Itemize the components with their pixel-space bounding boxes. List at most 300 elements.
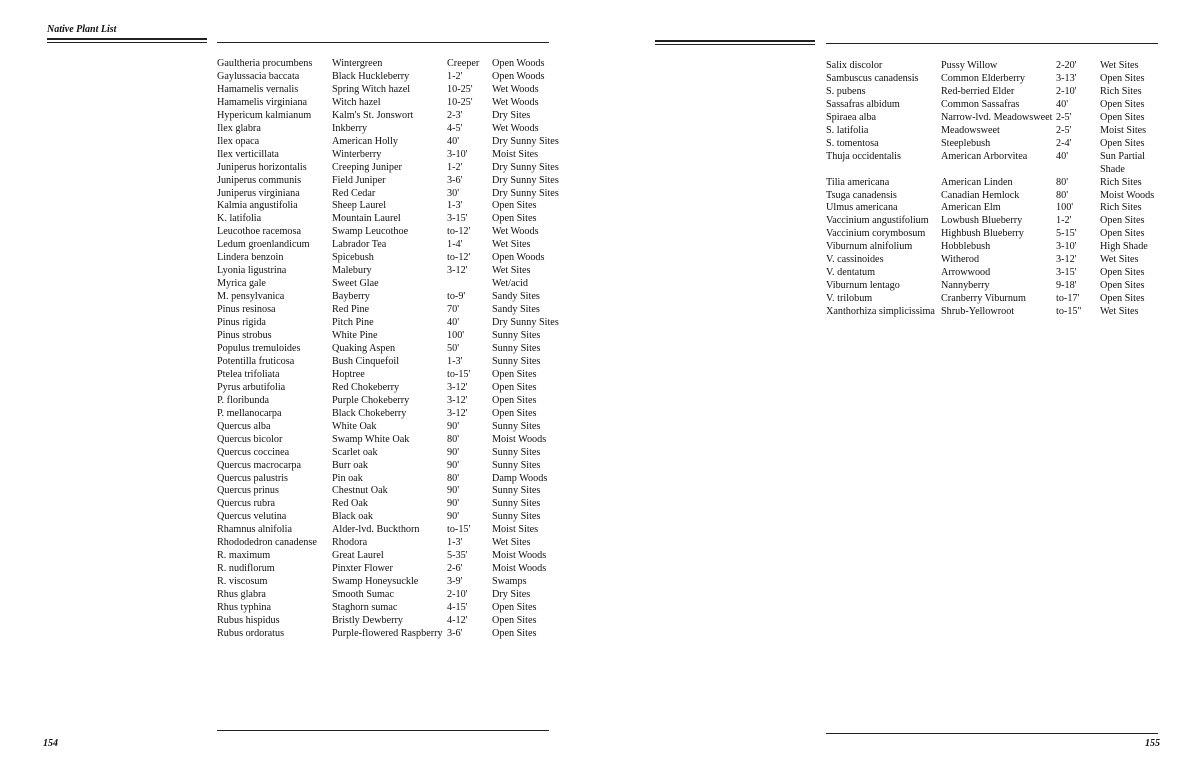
habitat-cell: Sunny Sites [492, 459, 541, 471]
height-cell: 3-12' [447, 381, 468, 393]
habitat-cell: Moist Sites [492, 148, 539, 160]
habitat-cell: Dry Sunny Sites [492, 135, 559, 147]
common-name-cell: Sheep Laurel [332, 200, 387, 212]
habitat-cell: Wet Woods [492, 96, 539, 108]
habitat-cell: Moist Sites [492, 524, 539, 536]
habitat-cell: Wet Sites [492, 265, 531, 277]
height-cell: 70' [447, 304, 460, 316]
plant-row [826, 267, 1162, 280]
plant-row [217, 84, 562, 97]
plant-row [217, 213, 562, 226]
height-cell: 3-15' [447, 213, 468, 225]
botanical-name-cell: S. pubens [826, 85, 866, 97]
plant-row [217, 615, 562, 628]
plant-row [217, 408, 562, 421]
common-name-cell: Swamp White Oak [332, 433, 410, 445]
common-name-cell: Arrowwood [941, 267, 991, 279]
botanical-name-cell: Hypericum kalmianum [217, 109, 312, 121]
plant-row [217, 188, 562, 201]
common-name-cell: Swamp Honeysuckle [332, 576, 419, 588]
habitat-cell: High Shade [1100, 241, 1148, 253]
plant-row [826, 190, 1162, 203]
habitat-cell: Wet Woods [492, 226, 539, 238]
habitat-cell: Wet/acid [492, 278, 528, 290]
habitat-cell: Sandy Sites [492, 304, 540, 316]
common-name-cell: Rhodora [332, 537, 368, 549]
common-name-cell: Common Sassafras [941, 98, 1020, 110]
habitat-cell: Sandy Sites [492, 291, 540, 303]
botanical-name-cell: Quercus prinus [217, 485, 279, 497]
plant-row [217, 226, 562, 239]
botanical-name-cell: R. maximum [217, 550, 271, 562]
height-cell: 3-12' [1056, 254, 1077, 266]
plant-row [217, 537, 562, 550]
common-name-cell: White Oak [332, 420, 377, 432]
botanical-name-cell: Rhus typhina [217, 602, 272, 614]
plant-row [217, 97, 562, 110]
plant-row [217, 343, 562, 356]
habitat-cell: Wet Sites [1100, 60, 1139, 71]
height-cell: 40' [447, 135, 460, 147]
habitat-cell: Sun Partial Shade [1100, 150, 1145, 175]
height-cell: 1-2' [1056, 215, 1072, 227]
plant-row [217, 447, 562, 460]
common-name-cell: American Arborvitea [941, 150, 1028, 162]
height-cell: 40' [1056, 150, 1069, 162]
plant-row [217, 110, 562, 123]
height-cell: 9-18' [1056, 280, 1077, 292]
height-cell: 3-10' [1056, 241, 1077, 253]
habitat-cell: Open Sites [492, 381, 537, 393]
botanical-name-cell: Ptelea trifoliata [217, 368, 280, 380]
plant-row [217, 175, 562, 188]
habitat-cell: Moist Sites [1100, 124, 1147, 136]
habitat-cell: Wet Woods [492, 122, 539, 134]
habitat-cell: Rich Sites [1100, 85, 1142, 97]
height-cell: 80' [447, 472, 460, 484]
common-name-cell: Inkberry [332, 122, 368, 134]
habitat-cell: Open Sites [492, 200, 537, 212]
habitat-cell: Open Sites [492, 627, 537, 639]
common-name-cell: American Elm [941, 202, 1001, 214]
botanical-name-cell: Gaylussacia baccata [217, 70, 300, 82]
common-name-cell: Sweet Glae [332, 278, 379, 290]
common-name-cell: Mountain Laurel [332, 213, 401, 225]
height-cell: 1-4' [447, 239, 463, 251]
height-cell: 2-5' [1056, 124, 1072, 136]
height-cell: to-12' [447, 226, 471, 238]
common-name-cell: Steeplebush [941, 137, 991, 149]
plant-row [217, 317, 562, 330]
botanical-name-cell: Hamamelis vernalis [217, 83, 299, 95]
height-cell: 2-20' [1056, 60, 1077, 71]
botanical-name-cell: Gaultheria procumbens [217, 58, 313, 69]
common-name-cell: Common Elderberry [941, 72, 1026, 84]
common-name-cell: Black oak [332, 511, 374, 523]
height-cell: 40' [1056, 98, 1069, 110]
habitat-cell: Dry Sites [492, 109, 531, 121]
botanical-name-cell: R. viscosum [217, 576, 268, 588]
plant-row [826, 177, 1162, 190]
plant-row [217, 511, 562, 524]
plant-row [217, 485, 562, 498]
habitat-cell: Open Sites [1100, 137, 1145, 149]
habitat-cell: Wet Woods [492, 83, 539, 95]
common-name-cell: Red-berried Elder [941, 85, 1015, 97]
plant-row [217, 434, 562, 447]
plant-row [217, 71, 562, 84]
height-cell: to-12' [447, 252, 471, 264]
common-name-cell: Witch hazel [332, 96, 381, 108]
height-cell [447, 278, 492, 291]
habitat-cell: Sunny Sites [492, 485, 541, 497]
plant-row [217, 136, 562, 149]
habitat-cell: Moist Woods [492, 433, 547, 445]
header-rule-right-table [826, 43, 1158, 44]
habitat-cell: Dry Sites [492, 589, 531, 601]
botanical-name-cell: S. latifolia [826, 124, 869, 136]
common-name-cell: Quaking Aspen [332, 342, 396, 354]
plant-row [826, 125, 1162, 138]
height-cell: 3-13' [1056, 72, 1077, 84]
height-cell: 1-2' [447, 161, 463, 173]
plant-row [217, 602, 562, 615]
habitat-cell: Wet Sites [492, 537, 531, 549]
botanical-name-cell: Quercus coccinea [217, 446, 290, 458]
common-name-cell: Pinxter Flower [332, 563, 393, 575]
plant-row [217, 123, 562, 136]
botanical-name-cell: V. trilobum [826, 293, 873, 305]
common-name-cell: Bristly Dewberry [332, 614, 404, 626]
page-number-right: 155 [1145, 738, 1160, 749]
habitat-cell: Open Sites [1100, 215, 1145, 227]
plant-row [217, 473, 562, 486]
botanical-name-cell: Ilex glabra [217, 122, 261, 134]
height-cell: to-9' [447, 291, 466, 303]
habitat-cell: Open Sites [1100, 98, 1145, 110]
height-cell: 2-4' [1056, 137, 1072, 149]
common-name-cell: Hoptree [332, 368, 365, 380]
height-cell: 50' [447, 342, 460, 354]
plant-row [217, 576, 562, 589]
plant-row [826, 73, 1162, 86]
plant-row [217, 524, 562, 537]
botanical-name-cell: Xanthorhiza simplicissima [826, 306, 935, 318]
habitat-cell: Wet Sites [492, 239, 531, 251]
habitat-cell: Open Sites [1100, 280, 1145, 292]
habitat-cell: Open Sites [492, 614, 537, 626]
height-cell: to-15'' [1056, 306, 1082, 318]
common-name-cell: Swamp Leucothoe [332, 226, 409, 238]
common-name-cell: Meadowsweet [941, 124, 1000, 136]
habitat-cell: Sunny Sites [492, 330, 541, 342]
habitat-cell: Open Woods [492, 252, 545, 264]
height-cell: 90' [447, 446, 460, 458]
height-cell: 80' [1056, 176, 1069, 188]
footer-rule-left [217, 730, 549, 731]
plant-row [217, 265, 562, 278]
common-name-cell: American Holly [332, 135, 398, 147]
habitat-cell: Dry Sunny Sites [492, 317, 559, 329]
habitat-cell: Sunny Sites [492, 446, 541, 458]
botanical-name-cell: Thuja occidentalis [826, 150, 901, 162]
plant-row [217, 149, 562, 162]
botanical-name-cell: Ilex opaca [217, 135, 260, 147]
botanical-name-cell: Ilex verticillata [217, 148, 279, 160]
plant-table-right [826, 60, 1162, 319]
height-cell: Creeper [447, 58, 480, 69]
header-rule-left-table [217, 42, 549, 43]
common-name-cell: Staghorn sumac [332, 602, 398, 614]
botanical-name-cell: Quercus rubra [217, 498, 275, 510]
common-name-cell: Hobblebush [941, 241, 991, 253]
common-name-cell: American Linden [941, 176, 1013, 188]
habitat-cell: Wet Sites [1100, 306, 1139, 318]
botanical-name-cell: Juniperus horizontalis [217, 161, 307, 173]
botanical-name-cell: Potentilla fruticosa [217, 355, 295, 367]
height-cell: 3-6' [447, 627, 463, 639]
common-name-cell: Red Chokeberry [332, 381, 400, 393]
habitat-cell: Sunny Sites [492, 420, 541, 432]
botanical-name-cell: Myrica gale [217, 278, 266, 290]
height-cell: 10-25' [447, 83, 473, 95]
common-name-cell: Pussy Willow [941, 60, 998, 71]
plant-row [826, 228, 1162, 241]
habitat-cell: Rich Sites [1100, 202, 1142, 214]
botanical-name-cell: Lyonia ligustrina [217, 265, 287, 277]
common-name-cell: Nannyberry [941, 280, 990, 292]
plant-row [217, 498, 562, 511]
height-cell: to-17' [1056, 293, 1080, 305]
height-cell: to-15' [447, 524, 471, 536]
habitat-cell: Open Sites [492, 394, 537, 406]
header-rule-right-thick [655, 40, 815, 42]
habitat-cell: Wet Sites [1100, 254, 1139, 266]
height-cell: 1-3' [447, 200, 463, 212]
footer-rule-right [826, 733, 1158, 734]
botanical-name-cell: Juniperus communis [217, 174, 302, 186]
height-cell: 3-10' [447, 148, 468, 160]
botanical-name-cell: Pinus rigida [217, 317, 266, 329]
habitat-cell: Open Sites [492, 602, 537, 614]
plant-row [826, 60, 1162, 73]
height-cell: 90' [447, 511, 460, 523]
botanical-name-cell: Viburnum lentago [826, 280, 900, 292]
botanical-name-cell: M. pensylvanica [217, 291, 285, 303]
plant-row [826, 202, 1162, 215]
common-name-cell: Red Pine [332, 304, 370, 316]
habitat-cell: Open Sites [1100, 267, 1145, 279]
habitat-cell: Open Sites [1100, 293, 1145, 305]
plant-row [826, 215, 1162, 228]
common-name-cell: Smooth Sumac [332, 589, 394, 601]
habitat-cell: Open Sites [492, 407, 537, 419]
plant-row [217, 382, 562, 395]
plant-row [217, 252, 562, 265]
botanical-name-cell: Quercus alba [217, 420, 271, 432]
plant-row [826, 86, 1162, 99]
botanical-name-cell: Rubus ordoratus [217, 627, 285, 639]
height-cell: 2-5' [1056, 111, 1072, 123]
habitat-cell: Open Woods [492, 70, 545, 82]
botanical-name-cell: Sassafras albidum [826, 98, 900, 110]
height-cell: 4-15' [447, 602, 468, 614]
habitat-cell: Sunny Sites [492, 355, 541, 367]
botanical-name-cell: Salix discolor [826, 60, 883, 71]
habitat-cell: Sunny Sites [492, 498, 541, 510]
common-name-cell: Red Oak [332, 498, 368, 510]
common-name-cell: Pitch Pine [332, 317, 374, 329]
plant-row [217, 58, 562, 71]
habitat-cell: Open Sites [1100, 228, 1145, 240]
common-name-cell: White Pine [332, 330, 378, 342]
height-cell: 3-15' [1056, 267, 1077, 279]
common-name-cell: Labrador Tea [332, 239, 387, 251]
botanical-name-cell: Vaccinium angustifolium [826, 215, 929, 227]
habitat-cell: Damp Woods [492, 472, 548, 484]
botanical-name-cell: V. cassinoides [826, 254, 884, 266]
plant-row [826, 254, 1162, 267]
botanical-name-cell: Quercus macrocarpa [217, 459, 301, 471]
botanical-name-cell: Viburnum alnifolium [826, 241, 913, 253]
plant-row [826, 138, 1162, 151]
common-name-cell: Chestnut Oak [332, 485, 388, 497]
habitat-cell: Open Sites [492, 368, 537, 380]
plant-row [217, 200, 562, 213]
common-name-cell: Creeping Juniper [332, 161, 402, 173]
botanical-name-cell: Populus tremuloides [217, 342, 301, 354]
common-name-cell: Narrow-lvd. Meadowsweet [941, 111, 1053, 123]
height-cell: 2-6' [447, 563, 463, 575]
common-name-cell: Kalm's St. Jonswort [332, 109, 414, 121]
height-cell: 3-12' [447, 394, 468, 406]
height-cell: 80' [447, 433, 460, 445]
height-cell: 90' [447, 485, 460, 497]
botanical-name-cell: V. dentatum [826, 267, 876, 279]
plant-table-left [217, 58, 562, 641]
common-name-cell: Black Huckleberry [332, 70, 410, 82]
running-head: Native Plant List [47, 24, 117, 35]
height-cell: to-15' [447, 368, 471, 380]
plant-row [217, 460, 562, 473]
common-name-cell: Malebury [332, 265, 372, 277]
botanical-name-cell: Juniperus virginiana [217, 187, 300, 199]
plant-row [217, 239, 562, 252]
plant-row [217, 395, 562, 408]
common-name-cell: Winterberry [332, 148, 382, 160]
height-cell: 5-35' [447, 550, 468, 562]
botanical-name-cell: Lindera benzoin [217, 252, 284, 264]
common-name-cell: Highbush Blueberry [941, 228, 1024, 240]
height-cell: 3-12' [447, 265, 468, 277]
plant-row [826, 241, 1162, 254]
height-cell: 90' [447, 498, 460, 510]
habitat-cell: Dry Sunny Sites [492, 174, 559, 186]
plant-row [217, 550, 562, 563]
botanical-name-cell: Pinus strobus [217, 330, 272, 342]
plant-row [826, 99, 1162, 112]
common-name-cell: Spicebush [332, 252, 374, 264]
plant-row [217, 162, 562, 175]
botanical-name-cell: Rhamnus alnifolia [217, 524, 292, 536]
common-name-cell: Alder-lvd. Buckthorn [332, 524, 420, 536]
height-cell: 80' [1056, 189, 1069, 201]
height-cell: 4-12' [447, 614, 468, 626]
height-cell: 3-9' [447, 576, 463, 588]
height-cell: 90' [447, 459, 460, 471]
header-rule-left-thick [47, 38, 207, 40]
common-name-cell: Lowbush Blueberry [941, 215, 1023, 227]
common-name-cell: Wintergreen [332, 58, 383, 69]
common-name-cell: Shrub-Yellowroot [941, 306, 1015, 318]
habitat-cell: Rich Sites [1100, 176, 1142, 188]
plant-row [826, 280, 1162, 293]
header-rule-left-thin [47, 42, 207, 43]
common-name-cell: Cranberry Viburnum [941, 293, 1026, 305]
botanical-name-cell: Quercus velutina [217, 511, 287, 523]
common-name-cell: Scarlet oak [332, 446, 378, 458]
botanical-name-cell: Sambuscus canadensis [826, 72, 919, 84]
common-name-cell: Spring Witch hazel [332, 83, 411, 95]
height-cell: 30' [447, 187, 460, 199]
height-cell: 1-3' [447, 537, 463, 549]
plant-row [826, 151, 1162, 177]
botanical-name-cell: Ledum groenlandicum [217, 239, 310, 251]
common-name-cell: Purple Chokeberry [332, 394, 410, 406]
botanical-name-cell: Vaccinium corymbosum [826, 228, 926, 240]
plant-row [217, 628, 562, 641]
botanical-name-cell: Quercus bicolor [217, 433, 283, 445]
botanical-name-cell: Quercus palustris [217, 472, 289, 484]
plant-row [217, 421, 562, 434]
height-cell: 40' [447, 317, 460, 329]
botanical-name-cell: P. floribunda [217, 394, 270, 406]
page-number-left: 154 [43, 738, 58, 749]
botanical-name-cell: Tsuga canadensis [826, 189, 897, 201]
habitat-cell: Sunny Sites [492, 342, 541, 354]
plant-row [217, 563, 562, 576]
common-name-cell: Witherod [941, 254, 980, 266]
plant-row [826, 112, 1162, 125]
height-cell: 10-25' [447, 96, 473, 108]
habitat-cell: Moist Woods [1100, 189, 1155, 201]
common-name-cell: Purple-flowered Raspberry [332, 627, 443, 639]
plant-row [217, 369, 562, 382]
botanical-name-cell: Rubus hispidus [217, 614, 280, 626]
height-cell: 2-10' [447, 589, 468, 601]
habitat-cell: Dry Sunny Sites [492, 187, 559, 199]
common-name-cell: Pin oak [332, 472, 363, 484]
habitat-cell: Open Sites [1100, 111, 1145, 123]
botanical-name-cell: Rhus glabra [217, 589, 266, 601]
height-cell: 2-3' [447, 109, 463, 121]
botanical-name-cell: S. tomentosa [826, 137, 879, 149]
header-rule-right-thin [655, 44, 815, 45]
height-cell: 4-5' [447, 122, 463, 134]
habitat-cell: Moist Woods [492, 563, 547, 575]
plant-row [217, 304, 562, 317]
common-name-cell: Field Juniper [332, 174, 386, 186]
habitat-cell: Open Sites [1100, 72, 1145, 84]
plant-row [217, 356, 562, 369]
habitat-cell: Open Woods [492, 58, 545, 69]
botanical-name-cell: Pinus resinosa [217, 304, 276, 316]
common-name-cell: Black Chokeberry [332, 407, 407, 419]
common-name-cell: Burr oak [332, 459, 368, 471]
height-cell: 3-12' [447, 407, 468, 419]
height-cell: 1-3' [447, 355, 463, 367]
habitat-cell: Open Sites [492, 213, 537, 225]
